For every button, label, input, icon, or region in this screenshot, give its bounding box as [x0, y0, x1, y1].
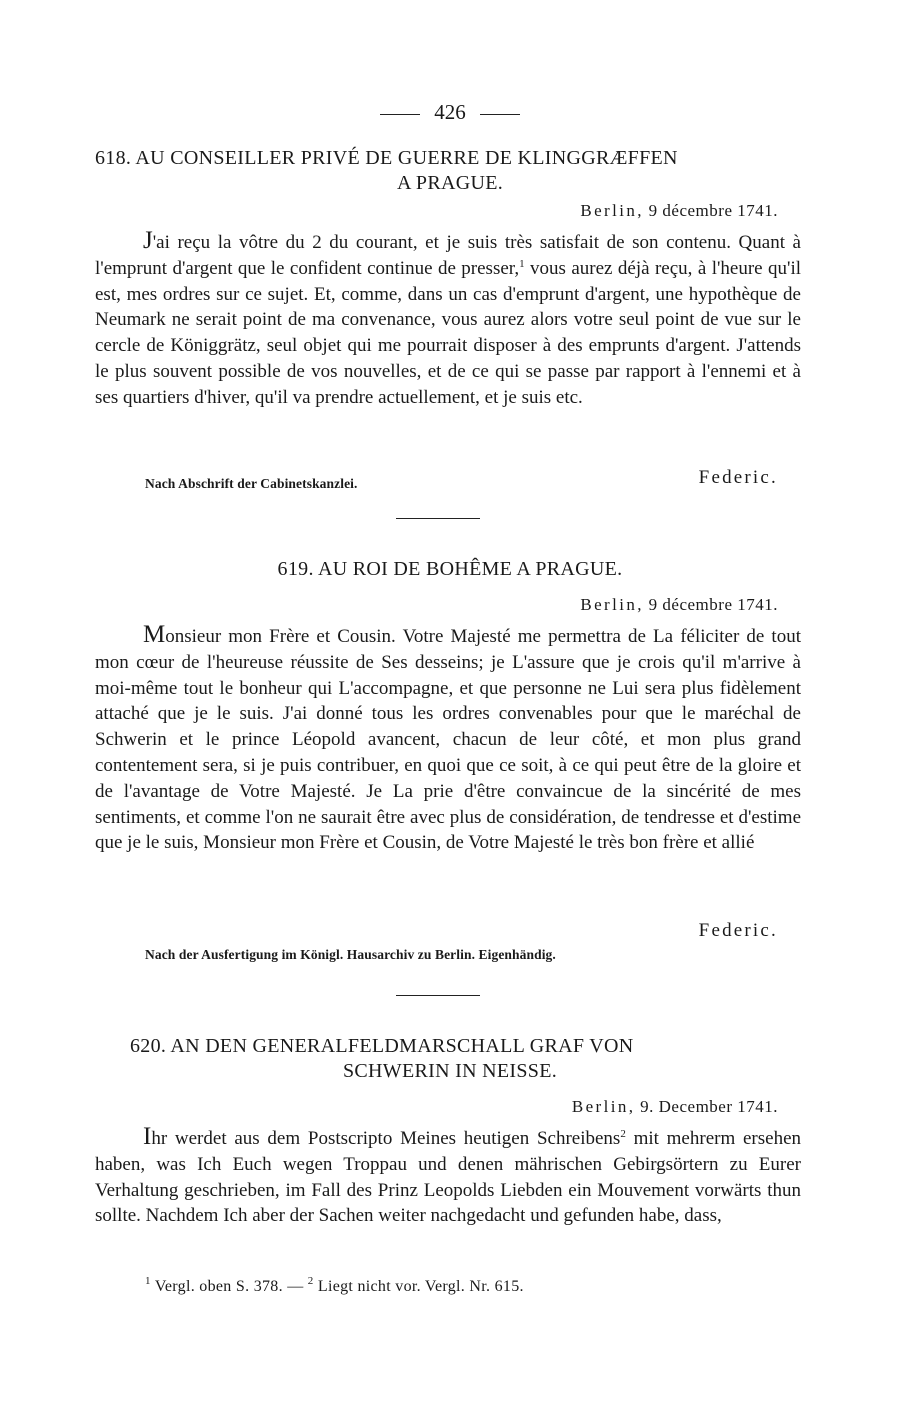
footnote-text: Liegt nicht vor. Vergl. Nr. 615.: [313, 1278, 524, 1295]
footnote-marker: 2: [307, 1275, 314, 1287]
date-place: Berlin,: [571, 1097, 636, 1116]
footnote-text: Vergl. oben S. 378. —: [150, 1278, 308, 1295]
letter-618-date: [580, 201, 778, 221]
letter-number: 619.: [277, 558, 314, 580]
letter-619-date: [580, 595, 778, 615]
letter-heading-line1: AU ROI DE BOHÊME A PRAGUE.: [317, 558, 623, 580]
footnote-ref: 1: [519, 257, 525, 270]
header-dash-right: [480, 114, 520, 115]
date-text: 9 décembre 1741.: [648, 201, 778, 220]
letter-620-heading: [130, 1034, 770, 1084]
footnote-ref: 2: [620, 1128, 626, 1140]
section-separator: [396, 518, 480, 519]
letter-heading-line2: SCHWERIN IN NEISSE.: [342, 1060, 558, 1082]
letter-initial: I: [143, 1123, 152, 1150]
letter-initial: M: [143, 621, 166, 648]
letter-number: 618.: [95, 147, 132, 169]
letter-619-heading: [95, 557, 805, 582]
letter-text: vous aurez déjà reçu, à l'heure qu'il est, mes ordres sur ce sujet. Et, comme, dans un cas d'emprunt d'argent, une hypothèque de Neumark ne serait point de ma convenance, vous aurez alors votre seul point de vue sur le cercle de Königgrätz, seul objet qui me pourrait disposer à des emprunts d'argent. J'attends le plus souvent possible de vos nouvelles, et de ce qui se passe par rapport à l'ennemi et à ses quartiers d'hiver, qu'il va prendre actuellement, et je suis etc.: [95, 257, 802, 408]
letter-619-signature: Federic.: [698, 920, 778, 941]
letter-heading-line1: AN DEN GENERALFELDMARSCHALL GRAF VON: [170, 1035, 634, 1057]
letter-619-body: [95, 622, 801, 856]
date-text: 9. December 1741.: [640, 1097, 778, 1116]
letter-heading-line1: AU CONSEILLER PRIVÉ DE GUERRE DE KLINGGRÆFFEN: [135, 147, 678, 169]
date-place: Berlin,: [580, 595, 644, 614]
letter-620-body: [95, 1124, 801, 1229]
letter-620-date: [572, 1097, 778, 1117]
letter-618-body: [95, 228, 801, 411]
header-dash-left: [380, 114, 420, 115]
footnote-marker: 1: [145, 1275, 151, 1287]
letter-heading-line2: A PRAGUE.: [396, 172, 504, 194]
letter-618-source: Nach Abschrift der Cabinetskanzlei.: [145, 476, 358, 491]
letter-number: 620.: [130, 1035, 167, 1057]
letter-text: onsieur mon Frère et Cousin. Votre Majesté me permettra de La féliciter de tout mon cœur de l'heureuse réussite de Ses desseins; je L'assure que je crois qu'il m'arrive à moi-même tout le bonheur qui L'accompagne, et que personne ne Lui sera plus fidèlement attaché que je le suis. J'ai donné tous les ordres convenables pour que le maréchal de Schwerin et le prince Léopold avancent, chacun de leur côté, et mon plus grand contentement sera, si je puis contribuer, en quoi que ce soit, à ce qui peut être de la gloire et de l'avantage de Votre Majesté. Je La prie d'être convaincue de la sincérité de mes sentiments, et comme l'on ne saurait être avec plus de considération, de tendresse et d'estime que je le suis, Monsieur mon Frère et Cousin, de Votre Majesté le très bon frère et allié: [95, 626, 801, 854]
letter-618-signature: Federic.: [698, 467, 778, 488]
date-place: Berlin,: [580, 201, 644, 220]
letter-text: hr werdet aus dem Postscripto Meines heutigen Schreibens: [151, 1128, 621, 1149]
letter-618-heading: [95, 146, 805, 196]
date-text: 9 décembre 1741.: [648, 595, 778, 614]
letter-text: 'ai reçu la vôtre du 2 du courant, et je suis très satisfait de son contenu. Quant à l'emprunt d'argent que le confident continue de presser,: [95, 232, 801, 279]
letter-text: mit mehrerm ersehen haben, was Ich Euch wegen Troppau und denen mährischen Gebirgsörtern zu Eurer Verhaltung geschrieben, im Fall des Prinz Leopolds Liebden ein Mouvement vorwärts thun sollte. Nachdem Ich aber der Sachen weiter nachgedacht und gefunden habe, dass,: [95, 1128, 801, 1227]
page-number: 426: [434, 100, 466, 124]
section-separator: [396, 995, 480, 996]
letter-619-source: Nach der Ausfertigung im Königl. Hausarchiv zu Berlin. Eigenhändig.: [145, 947, 556, 962]
letter-initial: J: [143, 227, 153, 254]
page-header: [0, 100, 900, 125]
footnotes: [145, 1275, 524, 1296]
